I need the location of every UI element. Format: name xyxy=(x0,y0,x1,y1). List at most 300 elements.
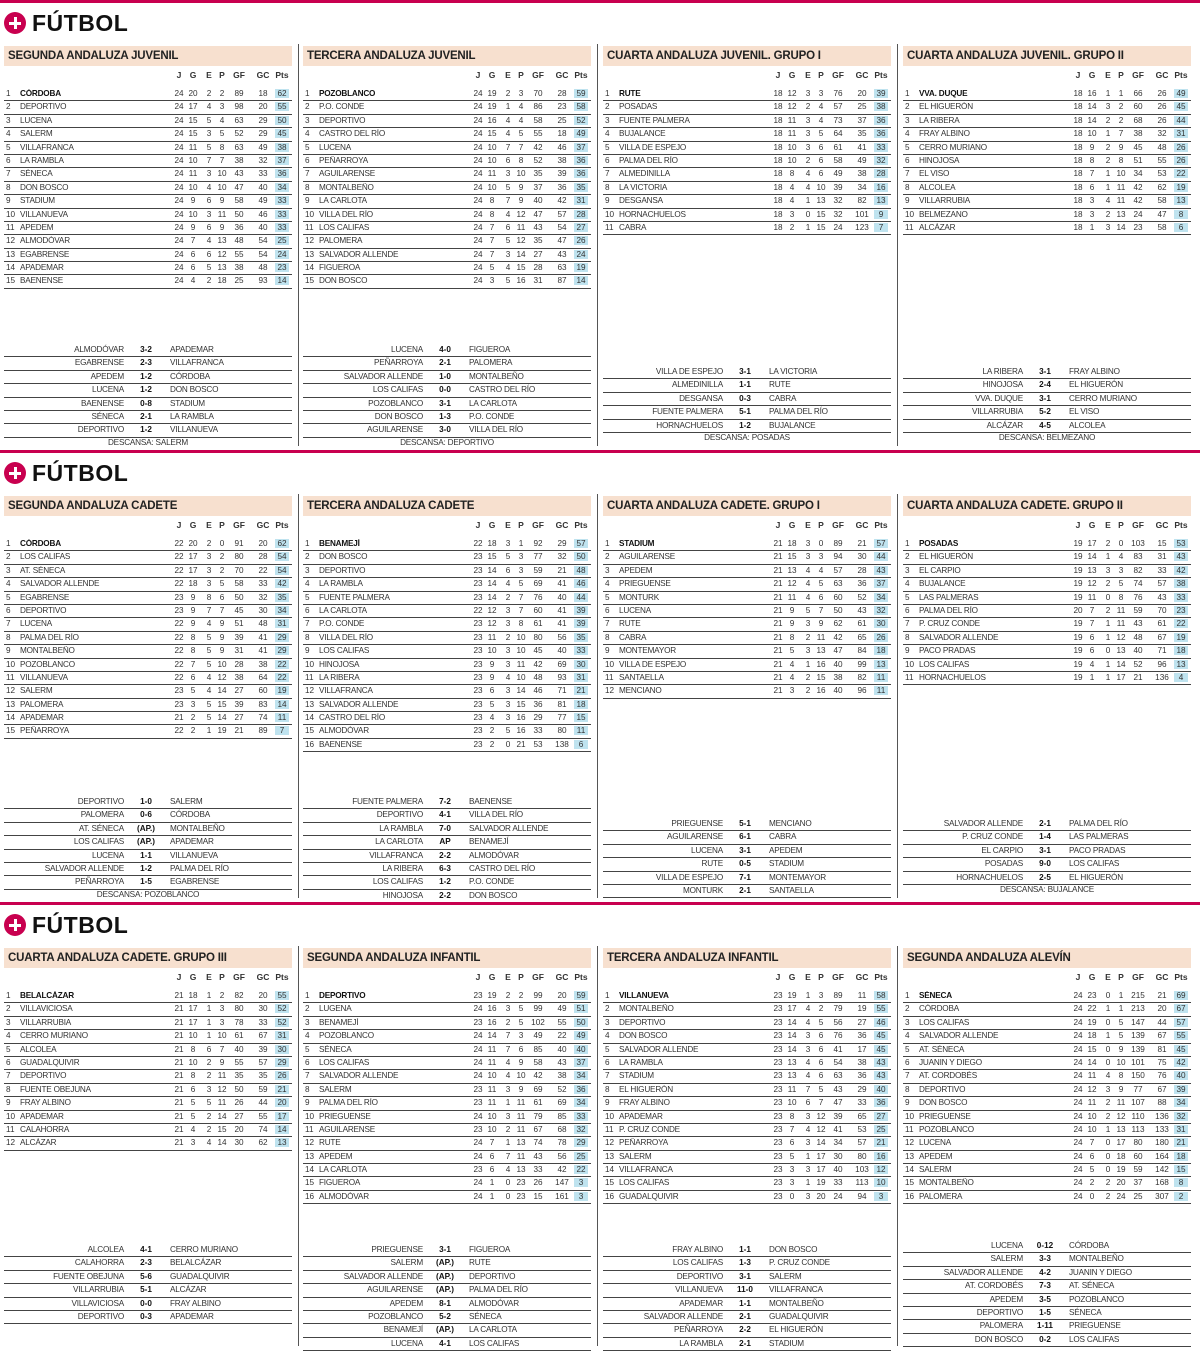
team-name: AGUILARENSE xyxy=(619,552,676,562)
position: 14 xyxy=(6,713,16,723)
position: 3 xyxy=(6,1017,11,1027)
score: 2-1 xyxy=(739,1311,751,1321)
stat: 24 xyxy=(473,1191,483,1201)
points: 23 xyxy=(275,263,289,272)
away-team: EGABRENSE xyxy=(170,877,220,887)
score: 2-1 xyxy=(439,358,451,368)
stat: 94 xyxy=(833,552,843,562)
points: 22 xyxy=(275,660,289,669)
stat: 22 xyxy=(473,539,483,548)
points: 19 xyxy=(1174,183,1188,192)
team-name: VILLARRUBIA xyxy=(919,196,971,206)
stat: 10 xyxy=(516,1071,526,1081)
team-name: SÉNECA xyxy=(319,1044,352,1054)
stat: 18 xyxy=(258,89,268,98)
plus-icon xyxy=(4,914,26,936)
stat: 54 xyxy=(258,236,268,246)
table-row xyxy=(303,739,591,752)
table-row xyxy=(903,578,1191,591)
home-team: DEPORTIVO xyxy=(376,810,423,820)
stat: 4 xyxy=(505,115,511,125)
results-list xyxy=(4,1244,292,1324)
stat: 11 xyxy=(787,115,797,125)
match-result xyxy=(603,1257,891,1270)
stat: 36 xyxy=(857,1031,867,1041)
results-list xyxy=(903,366,1191,445)
position: 6 xyxy=(305,605,310,615)
stat: 47 xyxy=(234,182,244,192)
home-team: FUENTE PALMERA xyxy=(652,407,723,417)
stat: 101 xyxy=(855,209,869,219)
points: 37 xyxy=(275,156,289,165)
position: 6 xyxy=(905,605,910,615)
stat: 24 xyxy=(1073,1111,1083,1121)
table-row xyxy=(4,725,292,738)
stat: 11 xyxy=(487,1044,497,1054)
points: 30 xyxy=(574,660,588,669)
stat: 80 xyxy=(857,1151,867,1161)
table-header xyxy=(4,518,292,532)
stat: 3 xyxy=(805,142,811,152)
position: 10 xyxy=(605,1111,615,1121)
stat: 3 xyxy=(805,1191,811,1201)
stat: 82 xyxy=(234,991,244,1000)
stat: 5 xyxy=(1118,1017,1124,1027)
stat: 5 xyxy=(1118,1031,1124,1041)
away-team: APADEMAR xyxy=(170,1311,214,1321)
points: 38 xyxy=(275,143,289,152)
league-title: SEGUNDA ANDALUZA INFANTIL xyxy=(303,948,591,968)
stat: 1 xyxy=(489,1191,495,1201)
stat: 77 xyxy=(557,713,567,723)
stat: 57 xyxy=(557,209,567,219)
position: 8 xyxy=(305,182,310,192)
points: 29 xyxy=(275,646,289,655)
stat: 22 xyxy=(174,632,184,642)
score: (AP.) xyxy=(435,1258,455,1268)
stat: 16 xyxy=(816,686,826,696)
stat: 18 xyxy=(1073,169,1083,179)
points: 21 xyxy=(874,1138,888,1147)
stat: 14 xyxy=(787,1017,797,1027)
stat: 6 xyxy=(1089,646,1095,656)
column-header: GF xyxy=(532,70,544,80)
stat: 21 xyxy=(857,539,867,548)
stat: 15 xyxy=(816,672,826,682)
points: 49 xyxy=(574,1031,588,1040)
stat: 3 xyxy=(805,115,811,125)
home-team: PEÑARROYA xyxy=(673,1325,723,1335)
stat: 5 xyxy=(1118,579,1124,589)
position: 6 xyxy=(605,1057,610,1067)
points: 33 xyxy=(574,646,588,655)
points: 43 xyxy=(874,1071,888,1080)
stat: 55 xyxy=(234,249,244,259)
table-row xyxy=(303,618,591,631)
stat: 11 xyxy=(516,1124,526,1134)
points: 13 xyxy=(874,660,888,669)
stat: 35 xyxy=(258,1071,268,1081)
stat: 60 xyxy=(533,605,543,615)
table-row xyxy=(603,1191,891,1204)
score: 2-1 xyxy=(739,1338,751,1348)
stat: 11 xyxy=(516,1098,526,1108)
stat: 45 xyxy=(234,605,244,615)
stat: 3 xyxy=(805,539,811,548)
table-row xyxy=(903,1003,1191,1016)
column-header: Pts xyxy=(874,70,888,80)
stat: 37 xyxy=(857,115,867,125)
stat: 138 xyxy=(555,739,569,749)
score: 1-2 xyxy=(140,863,152,873)
stat: 15 xyxy=(188,129,198,139)
stat: 4 xyxy=(505,129,511,139)
position: 14 xyxy=(6,263,16,273)
stat: 27 xyxy=(533,249,543,259)
position: 9 xyxy=(905,646,910,656)
stat: 2 xyxy=(518,991,524,1000)
league-table xyxy=(903,496,1191,685)
stat: 9 xyxy=(190,222,196,232)
stat: 24 xyxy=(473,1071,483,1081)
away-team: MONTALBEÑO xyxy=(170,823,225,833)
team-name: PALOMERA xyxy=(20,699,64,709)
stat: 5 xyxy=(818,129,824,139)
position: 13 xyxy=(905,1151,915,1161)
stat: 24 xyxy=(1073,1138,1083,1148)
position: 7 xyxy=(6,169,11,179)
stat: 93 xyxy=(557,672,567,682)
column-header: Pts xyxy=(275,972,289,982)
stat: 9 xyxy=(1118,1084,1124,1094)
column-header: E xyxy=(1105,520,1111,530)
stat: 23 xyxy=(773,1191,783,1201)
stat: 42 xyxy=(533,142,543,152)
stat: 39 xyxy=(234,632,244,642)
position: 1 xyxy=(605,89,610,98)
stat: 17 xyxy=(816,1151,826,1161)
table-row xyxy=(303,155,591,168)
table-row xyxy=(603,1030,891,1043)
results-list xyxy=(603,1244,891,1351)
position: 14 xyxy=(305,1165,315,1175)
stat: 67 xyxy=(1157,1084,1167,1094)
stat: 4 xyxy=(1118,552,1124,562)
stat: 2 xyxy=(1105,209,1111,219)
away-team: FRAY ALBINO xyxy=(1069,367,1120,376)
position: 5 xyxy=(305,1044,310,1054)
match-result xyxy=(903,1280,1191,1293)
stat: 9 xyxy=(789,605,795,615)
column-divider xyxy=(597,44,598,446)
stat: 101 xyxy=(1131,1057,1145,1067)
stat: 21 xyxy=(773,672,783,682)
table-row xyxy=(903,551,1191,564)
stat: 18 xyxy=(773,209,783,219)
stat: 6 xyxy=(190,263,196,273)
away-team: EL HIGUERÓN xyxy=(1069,872,1123,882)
table-row xyxy=(303,128,591,141)
stat: 1 xyxy=(1105,182,1111,192)
stat: 4 xyxy=(219,115,225,125)
column-header: GF xyxy=(233,70,245,80)
match-result xyxy=(303,1257,591,1270)
column-header: J xyxy=(775,520,781,530)
position: 10 xyxy=(605,209,615,219)
column-header: GC xyxy=(555,520,569,530)
stat: 9 xyxy=(1118,1044,1124,1054)
stat: 24 xyxy=(473,1111,483,1121)
match-result xyxy=(303,1324,591,1337)
stat: 13 xyxy=(1087,565,1097,575)
match-result xyxy=(303,796,591,809)
stat: 4 xyxy=(206,672,212,682)
stat: 48 xyxy=(1157,142,1167,152)
stat: 5 xyxy=(805,605,811,615)
score: 5-2 xyxy=(439,1311,451,1321)
match-result xyxy=(903,406,1191,419)
stat: 35 xyxy=(857,129,867,139)
team-name: LA RIBERA xyxy=(919,115,960,125)
match-result xyxy=(903,366,1191,379)
stat: 1 xyxy=(1105,1031,1111,1041)
column-header: J xyxy=(176,520,182,530)
stat: 77 xyxy=(1133,1084,1143,1094)
stat: 5 xyxy=(206,646,212,656)
stat: 180 xyxy=(1155,1138,1169,1148)
home-team: APEDEM xyxy=(989,1294,1023,1304)
score: 1-5 xyxy=(1039,1307,1051,1317)
stat: 48 xyxy=(258,619,268,629)
stat: 74 xyxy=(258,1124,268,1134)
match-result xyxy=(603,1298,891,1311)
stat: 38 xyxy=(258,659,268,669)
score: 3-1 xyxy=(439,398,451,408)
table-row xyxy=(4,1084,292,1097)
position: 3 xyxy=(605,115,610,125)
stat: 7 xyxy=(190,236,196,246)
team-name: P.O. CONDE xyxy=(319,102,365,112)
column-header: Pts xyxy=(574,70,588,80)
team-name: PALMA DEL RÍO xyxy=(919,605,978,615)
points: 31 xyxy=(1174,129,1188,138)
stat: 4 xyxy=(818,102,824,112)
stat: 4 xyxy=(789,659,795,669)
points: 19 xyxy=(574,263,588,272)
team-name: CABRA xyxy=(619,222,647,232)
stat: 25 xyxy=(234,276,244,286)
position: 2 xyxy=(305,1004,310,1014)
match-result xyxy=(4,424,292,437)
stat: 4 xyxy=(505,263,511,273)
position: 2 xyxy=(305,552,310,562)
stat: 1 xyxy=(1105,552,1111,562)
score: 2-3 xyxy=(140,1258,152,1268)
team-name: SALVADOR ALLENDE xyxy=(319,1071,399,1081)
table-row xyxy=(303,1084,591,1097)
stat: 47 xyxy=(557,236,567,246)
stat: 23 xyxy=(473,592,483,602)
stat: 57 xyxy=(833,565,843,575)
stat: 0 xyxy=(1105,1138,1111,1148)
points: 42 xyxy=(275,579,289,588)
stat: 9 xyxy=(190,196,196,206)
stat: 23 xyxy=(1087,991,1097,1000)
stat: 3 xyxy=(789,209,795,219)
stat: 2 xyxy=(190,726,196,736)
stat: 64 xyxy=(833,129,843,139)
team-name: ALMEDINILLA xyxy=(619,169,671,179)
stat: 2 xyxy=(1105,1178,1111,1188)
stat: 33 xyxy=(833,1178,843,1188)
stat: 19 xyxy=(487,102,497,112)
away-team: GUADALQUIVIR xyxy=(769,1311,829,1321)
points: 25 xyxy=(275,236,289,245)
stat: 11 xyxy=(487,169,497,179)
match-result xyxy=(303,1298,591,1311)
table-row xyxy=(603,990,891,1003)
stat: 4 xyxy=(805,1124,811,1134)
stat: 34 xyxy=(857,182,867,192)
stat: 5 xyxy=(206,1098,212,1108)
column-divider xyxy=(298,494,299,898)
points: 25 xyxy=(874,1125,888,1134)
column-divider xyxy=(897,946,898,1346)
stat: 24 xyxy=(473,209,483,219)
stat: 9 xyxy=(1118,142,1124,152)
stat: 3 xyxy=(805,129,811,139)
home-team: LA RAMBLA xyxy=(379,823,423,833)
stat: 84 xyxy=(857,646,867,656)
stat: 15 xyxy=(787,552,797,562)
stat: 10 xyxy=(516,169,526,179)
column-header: GF xyxy=(233,520,245,530)
match-result xyxy=(303,1271,591,1284)
points: 54 xyxy=(275,566,289,575)
table-row xyxy=(603,551,891,564)
away-team: GUADALQUIVIR xyxy=(170,1271,230,1281)
section-title: FÚTBOL xyxy=(32,459,129,486)
table-row xyxy=(303,551,591,564)
table-row xyxy=(903,1084,1191,1097)
position: 4 xyxy=(305,129,310,139)
stat: 42 xyxy=(533,659,543,669)
team-name: DEPORTIVO xyxy=(319,565,366,575)
column-header: Pts xyxy=(874,520,888,530)
table-row xyxy=(603,578,891,591)
table-row xyxy=(303,538,591,551)
stat: 63 xyxy=(234,115,244,125)
score: 6-3 xyxy=(439,863,451,873)
stat: 96 xyxy=(1157,659,1167,669)
stat: 21 xyxy=(174,1071,184,1081)
table-row xyxy=(4,195,292,208)
match-result xyxy=(303,1284,591,1297)
match-result xyxy=(603,818,891,831)
stat: 3 xyxy=(505,1111,511,1121)
points: 11 xyxy=(574,726,588,735)
home-team: LOS CALIFAS xyxy=(73,837,124,847)
points: 10 xyxy=(874,1178,888,1187)
away-team: LAS PALMERAS xyxy=(1069,832,1129,842)
stat: 1 xyxy=(805,991,811,1000)
team-name: LUCENA xyxy=(20,115,53,125)
team-name: P. CRUZ CONDE xyxy=(619,1124,680,1134)
stat: 2 xyxy=(505,1124,511,1134)
position: 6 xyxy=(6,155,11,165)
stat: 9 xyxy=(518,196,524,206)
table-row xyxy=(603,1084,891,1097)
stat: 7 xyxy=(505,1151,511,1161)
stat: 4 xyxy=(206,236,212,246)
stat: 1 xyxy=(805,659,811,669)
home-team: DESGANSA xyxy=(679,393,723,403)
stat: 20 xyxy=(258,991,268,1000)
table-row xyxy=(303,1057,591,1070)
team-name: PRIEGUENSE xyxy=(619,579,671,589)
match-result xyxy=(303,850,591,863)
stat: 12 xyxy=(217,672,227,682)
team-name: PALOMERA xyxy=(919,1191,963,1201)
team-name: CASTRO DEL RÍO xyxy=(319,713,386,723)
team-name: HORNACHUELOS xyxy=(619,209,686,219)
stat: 23 xyxy=(473,991,483,1000)
home-team: BENAMEJÍ xyxy=(383,1325,423,1335)
stat: 10 xyxy=(217,182,227,192)
home-team: APEDEM xyxy=(90,371,124,381)
team-name: LA CARLOTA xyxy=(319,605,367,615)
position: 5 xyxy=(605,592,610,602)
home-team: APEDEM xyxy=(389,1298,423,1308)
table-row xyxy=(903,1070,1191,1083)
points: 55 xyxy=(275,991,289,1000)
points: 7 xyxy=(275,726,289,735)
score: 2-4 xyxy=(1039,380,1051,390)
stat: 2 xyxy=(1105,115,1111,125)
stat: 23 xyxy=(174,699,184,709)
home-team: FRAY ALBINO xyxy=(672,1245,723,1254)
points: 43 xyxy=(874,1058,888,1067)
stat: 63 xyxy=(833,579,843,589)
stat: 23 xyxy=(473,552,483,562)
stat: 57 xyxy=(258,1057,268,1067)
stat: 213 xyxy=(1131,1004,1145,1014)
position: 5 xyxy=(905,592,910,602)
away-team: BAENENSE xyxy=(469,797,512,806)
score: 1-2 xyxy=(140,385,152,395)
team-name: RUTE xyxy=(619,89,641,98)
table-row xyxy=(303,195,591,208)
stat: 3 xyxy=(505,713,511,723)
stat: 18 xyxy=(773,102,783,112)
away-team: ALMODÓVAR xyxy=(469,850,519,860)
stat: 80 xyxy=(533,632,543,642)
stat: 6 xyxy=(206,1044,212,1054)
stat: 5 xyxy=(206,632,212,642)
team-name: MONTEMAYOR xyxy=(619,646,676,656)
match-result xyxy=(903,845,1191,858)
table-row xyxy=(903,101,1191,114)
points: 55 xyxy=(874,1004,888,1013)
away-team: SALERM xyxy=(769,1271,802,1281)
stat: 70 xyxy=(234,565,244,575)
stat: 12 xyxy=(1116,1111,1126,1121)
match-result xyxy=(603,845,891,858)
team-name: BUJALANCE xyxy=(919,579,966,589)
home-team: POZOBLANCO xyxy=(368,1311,423,1321)
table-row xyxy=(4,115,292,128)
team-name: DEPORTIVO xyxy=(20,102,67,112)
